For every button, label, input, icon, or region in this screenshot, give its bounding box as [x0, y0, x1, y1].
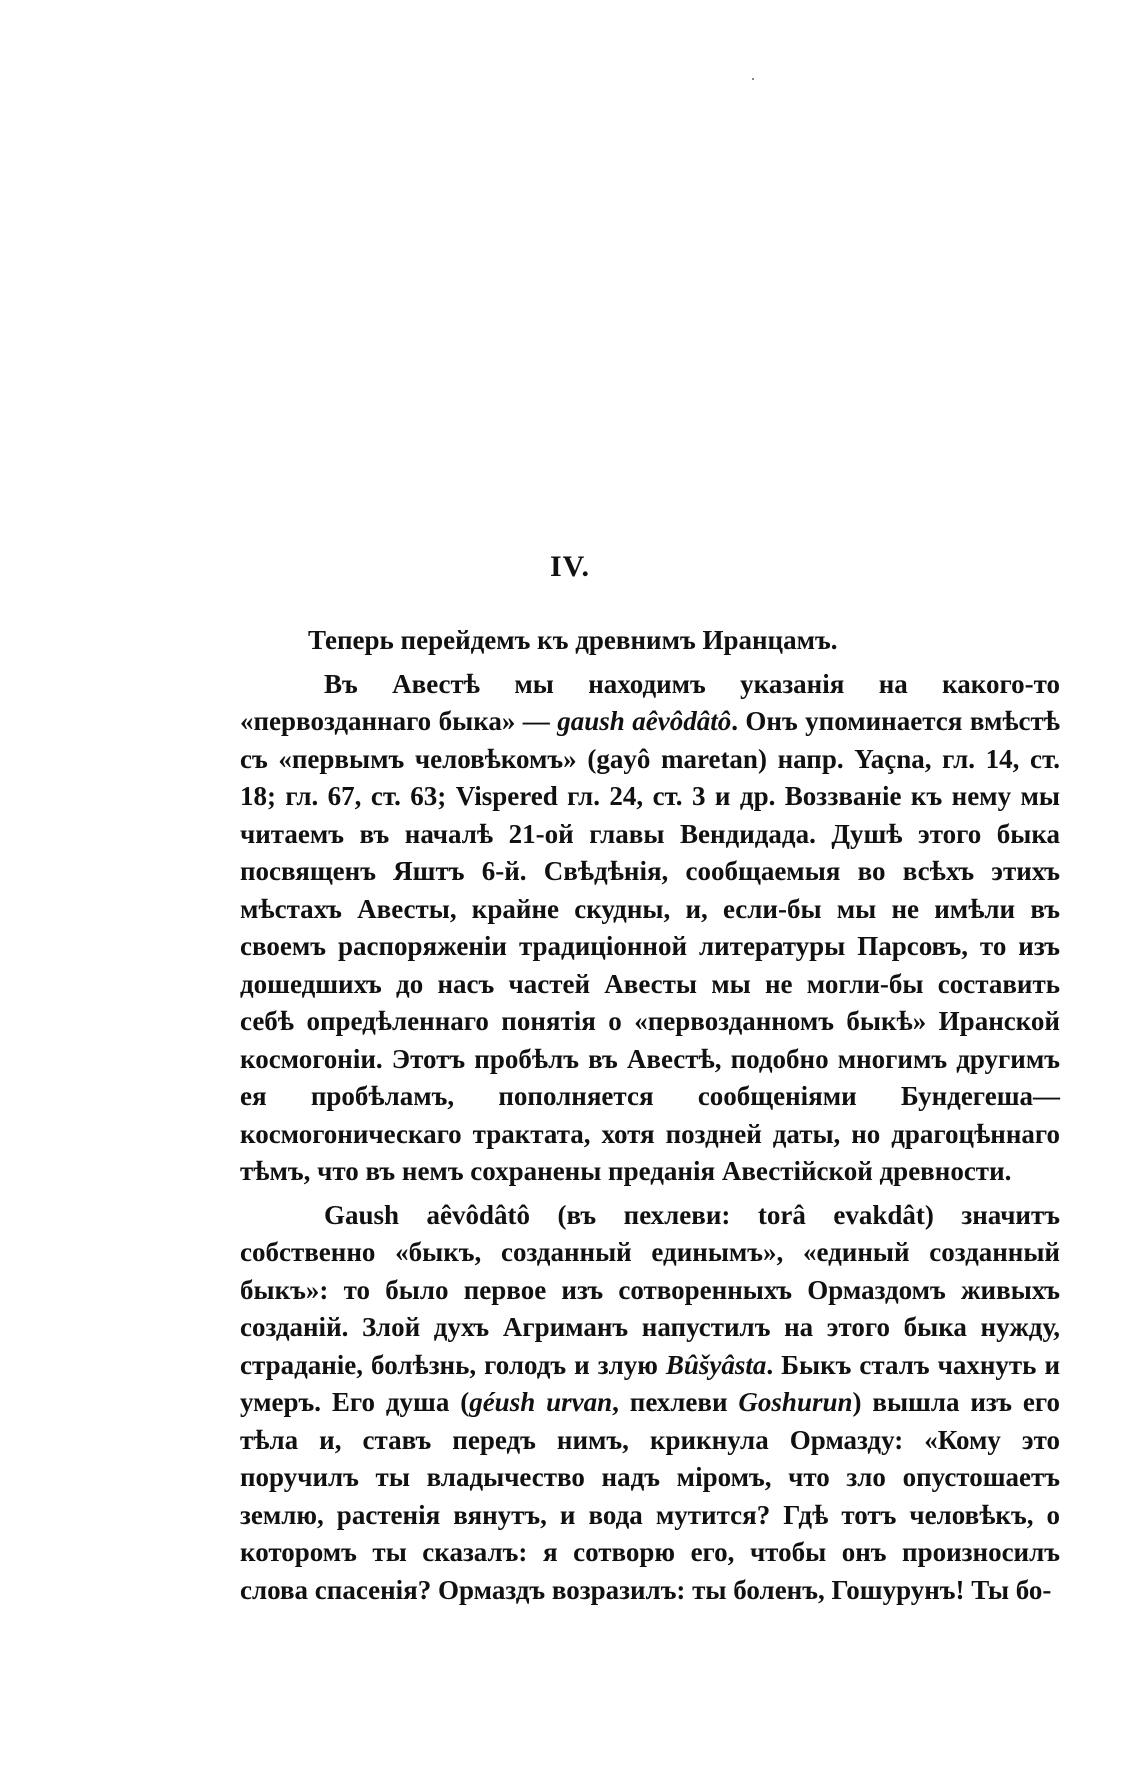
term-busyasta: Bûšyâsta — [665, 1349, 767, 1380]
paragraph-2-text-c: . Онъ упоминается вмѣстѣ съ «первымъ человѣкомъ» (gayô maretan) напр. Yaçna, гл. 14, ст. 18; гл. 67, ст. 63; Vispered гл. 24, ст. 3 и др. Воззваніе къ нему мы читаемъ въ началѣ 21-ой главы Вендидада. Душѣ этого быка посвященъ Яштъ 6-й. Свѣдѣнія, сообщаемыя во всѣхъ этихъ мѣстахъ Авесты, крайне скудны, и, если-бы мы не имѣли въ своемъ распоряженіи традиціонной литературы Парсовъ, то изъ дошедшихъ до насъ частей Авесты мы не могли-бы составить себѣ опредѣленнаго понятія о «первозданномъ быкѣ» Иранской космогоніи. Этотъ пробѣлъ въ Авестѣ, подобно многимъ другимъ ея пробѣламъ, пополняется сообщеніями Бундегеша— космогоническаго трактата, хотя поздней даты, но драгоцѣннаго тѣмъ, что въ немъ сохранены преданія Авестійской древности. — [240, 706, 1060, 1186]
term-geush-urvan: géush urvan — [469, 1387, 613, 1417]
paragraph-3-text-e: , пехлеви — [612, 1387, 739, 1417]
body-text — [240, 622, 1060, 1615]
term-gaush-aevodato: gaush aêvôdâtô — [557, 706, 732, 736]
paragraph-3-text-g: ) вышла изъ его тѣла и, ставъ передъ нимъ, крикнула Ормазду: «Кому это поручилъ ты владычество надъ міромъ, что зло опустошаетъ землю, растенія вянутъ, и вода мутится? Гдѣ тотъ человѣкъ, о которомъ ты сказалъ: я сотворю его, чтобы онъ произносилъ слова спасенія? Ормаздъ возразилъ: ты боленъ, Гошурунъ! Ты бо- — [240, 1387, 1060, 1605]
paragraph-3-text-c: . Быкъ сталъ чахнуть и умеръ. Его душа ( — [240, 1349, 1060, 1417]
paragraph-1: Теперь перейдемъ къ древнимъ Иранцамъ. — [308, 625, 838, 655]
paragraph-3 — [240, 1197, 1060, 1610]
paragraph-2 — [240, 666, 1060, 1191]
paragraph-2-text-a: Въ Авестѣ мы находимъ указанія на какого-то «первозданнаго быка» — — [240, 668, 1060, 736]
paragraph-3-text-a: Gaush aêvôdâtô (въ пехлеви: torâ evakdât) значитъ собственно «быкъ, созданный единымъ», «единый созданный быкъ»: то было первое изъ сотворенныхъ Ормаздомъ живыхъ созданій. Злой духъ Агриманъ напустилъ на этого быка нужду, страданіе, болѣзнь, голодъ и злую — [240, 1199, 1060, 1380]
term-goshurun: Goshurun — [738, 1387, 853, 1417]
chapter-heading: IV. — [550, 550, 590, 583]
speck-mark — [752, 78, 754, 80]
